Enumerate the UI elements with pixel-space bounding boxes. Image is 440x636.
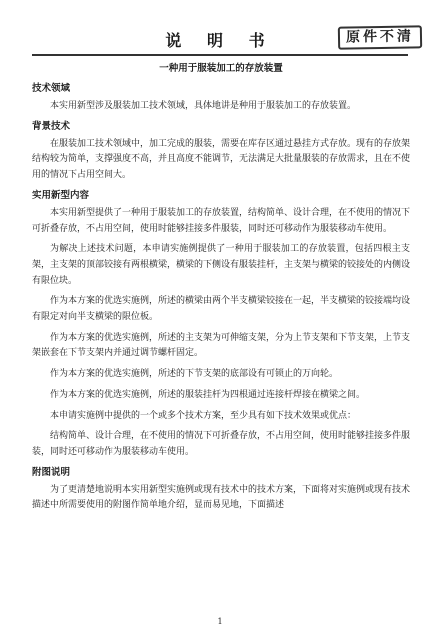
- paragraph: 为了更清楚地说明本实用新型实施例或现有技术中的技术方案，下面将对实施例或现有技术描述中所需要使用的附图作简单地介绍，显而易见地，下面描述: [32, 484, 411, 511]
- section-heading: 背景技术: [32, 120, 71, 132]
- document-title: 一种用于服装加工的存放装置: [159, 63, 283, 74]
- paragraph: 结构简单、设计合理，在不使用的情况下可折叠存放，不占用空间，使用时能够挂接多件服装，同时还可移动作为服装移动车使用。: [32, 431, 411, 457]
- paragraph: 本申请实施例中提供的一个或多个技术方案，至少具有如下技术效果或优点：: [50, 410, 357, 421]
- page-number: 1: [217, 617, 223, 626]
- section-utility-model-content: [32, 189, 410, 461]
- section-heading: 实用新型内容: [32, 189, 90, 201]
- paragraph: 作为本方案的优选实施例，所述的下节支架的底部设有可锁止的万向轮。: [50, 369, 339, 380]
- paragraph: 在服装加工技术领域中，加工完成的服装，需要在库存区通过悬挂方式存放。现有的存放架结构较为简单，支撑强度不高，并且高度不能调节，无法满足大批量服装的存放需求，且在不使用的情况下占用空间大。: [32, 138, 411, 181]
- header-title: 说 明 书: [165, 31, 275, 50]
- paragraph: 为解决上述技术问题，本申请实施例提供了一种用于服装加工的存放装置，包括四根主支架，主支架的顶部铰接有两根横梁，横梁的下侧设有服装挂杆，主支架与横梁的铰接处的内侧设有限位块。: [32, 244, 411, 286]
- section-heading: 技术领域: [32, 83, 71, 94]
- paragraph: 作为本方案的优选实施例，所述的主支架为可伸缩支架，分为上节支架和下节支架，上节支架嵌套在下节支架内并通过调节螺杆固定。: [32, 332, 411, 359]
- section-drawings-description: [32, 466, 410, 514]
- document-content: [32, 62, 410, 519]
- section-heading: 附图说明: [32, 466, 71, 478]
- paragraph: 作为本方案的优选实施例，所述的服装挂杆为四根通过连接杆焊接在横梁之间。: [50, 389, 366, 400]
- paragraph: 作为本方案的优选实施例，所述的横梁由两个半支横梁铰接在一起，半支横梁的铰接端均设有限定对向半支横梁的限位板。: [32, 296, 411, 323]
- paragraph: 本实用新型提供了一种用于服装加工的存放装置，结构简单、设计合理，在不使用的情况下可折叠存放，不占用空间，使用时能够挂接多件服装，同时还可移动作为服装移动车使用。: [32, 207, 411, 234]
- section-background: [32, 120, 410, 184]
- paragraph: 本实用新型涉及服装加工技术领域，具体地讲是种用于服装加工的存放装置。: [50, 101, 357, 111]
- header-rule: [32, 54, 408, 56]
- stamp: 原件不清: [338, 25, 422, 49]
- section-technical-field: [32, 82, 410, 115]
